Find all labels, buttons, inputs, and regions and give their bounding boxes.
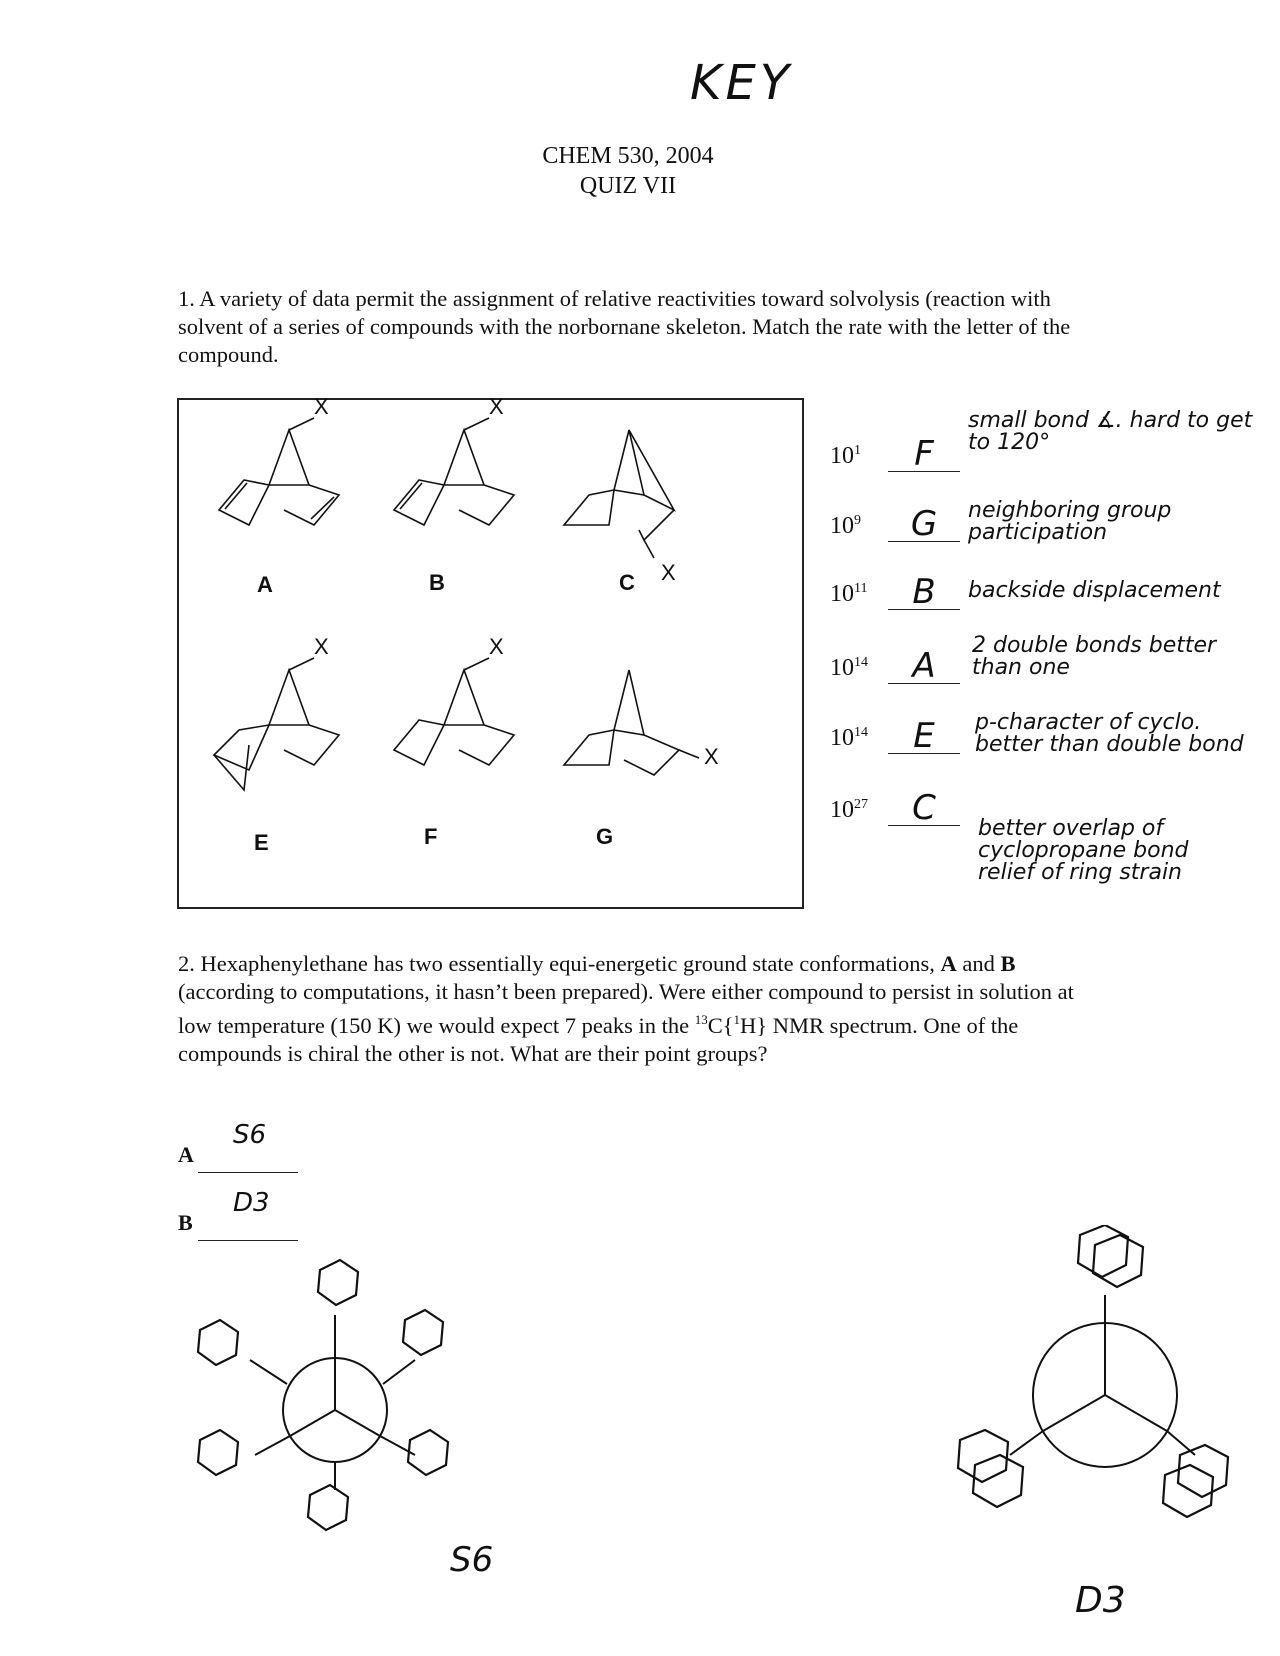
rate-row: $10^{14}$ A bbox=[830, 640, 970, 688]
substituent-x-f: X bbox=[489, 634, 504, 659]
answer-b: B D3 bbox=[178, 1210, 193, 1236]
structure-label-a: A bbox=[257, 572, 273, 597]
structure-label-c: C bbox=[619, 570, 635, 595]
s6-newman-drawing bbox=[180, 1240, 510, 1580]
rate-answer: B bbox=[912, 572, 936, 612]
answer-a: A S6 bbox=[178, 1142, 194, 1168]
quiz-title: QUIZ VII bbox=[579, 173, 677, 199]
answer-a-value: S6 bbox=[233, 1120, 267, 1150]
rate-answer: E bbox=[913, 716, 935, 756]
rate-row: $10^{11}$ B bbox=[830, 566, 970, 614]
course-title: CHEM 530, 2004 bbox=[542, 143, 714, 169]
structure-a bbox=[219, 418, 339, 525]
rate-note: better overlap of cyclopropane bond relief of ring strain bbox=[978, 816, 1189, 885]
rate-row: $10^{27}$ C bbox=[830, 782, 970, 830]
substituent-x-c: X bbox=[661, 560, 676, 585]
structure-e bbox=[214, 658, 339, 790]
d3-newman-drawing bbox=[950, 1225, 1260, 1585]
structure-label-e: E bbox=[254, 830, 269, 855]
rate-answer: C bbox=[912, 788, 936, 828]
substituent-x-e: X bbox=[314, 634, 329, 659]
structure-b bbox=[394, 418, 514, 525]
rate-note: p-character of cyclo. better than double bond bbox=[975, 710, 1244, 757]
rate-note: 2 double bonds better than one bbox=[972, 633, 1217, 680]
rate-answer: A bbox=[912, 646, 936, 686]
question-1-text: 1. A variety of data permit the assignment of relative reactivities toward solvolysis (reaction with solvent of a series of compounds with the norbornane skeleton. Match the rate with the letter of the compound. bbox=[178, 286, 1071, 367]
structures-box bbox=[177, 394, 804, 909]
structure-label-f: F bbox=[424, 824, 438, 849]
rate-note: backside displacement bbox=[968, 578, 1221, 603]
structure-f bbox=[394, 658, 514, 765]
structure-g bbox=[564, 670, 699, 775]
question-2-text: 2. Hexaphenylethane has two essentially equi-energetic ground state conformations, A and B (according to computations, it hasn’t been prepared). Were either compound to persist in solution at low temperature (150 K) we would expect 7 peaks in the $^{13}$C{$^1$H} NMR spectrum. One of the compounds is chiral the other is not. What are their point groups? bbox=[178, 951, 1074, 1066]
key-label: KEY bbox=[690, 55, 794, 111]
rate-note: small bond ∡. hard to get to 120° bbox=[968, 408, 1253, 455]
structure-label-b: B bbox=[429, 570, 445, 595]
substituent-x-g: X bbox=[704, 744, 719, 769]
s6-drawing-label: S6 bbox=[450, 1540, 494, 1580]
rate-row: $10^1$ F bbox=[830, 428, 970, 476]
rate-row: $10^{14}$ E bbox=[830, 710, 970, 758]
structure-label-g: G bbox=[596, 824, 614, 849]
structure-c bbox=[564, 430, 674, 558]
substituent-x-a: X bbox=[314, 394, 329, 419]
rate-note: neighboring group participation bbox=[968, 498, 1172, 545]
substituent-x-b: X bbox=[489, 394, 504, 419]
rate-answer: F bbox=[914, 434, 934, 474]
rate-row: $10^9$ G bbox=[830, 498, 970, 546]
page-header bbox=[0, 141, 1256, 201]
answer-b-value: D3 bbox=[233, 1188, 270, 1218]
rate-answer: G bbox=[910, 504, 938, 544]
d3-drawing-label: D3 bbox=[1075, 1580, 1126, 1621]
